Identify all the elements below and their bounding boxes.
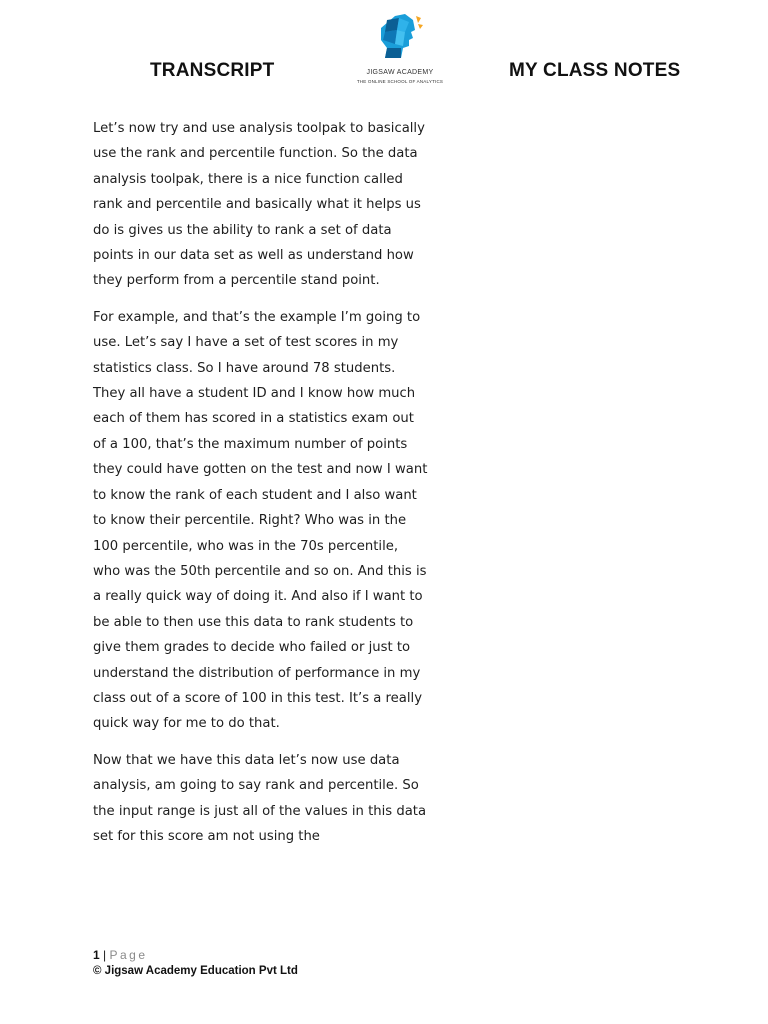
class-notes-heading: MY CLASS NOTES bbox=[509, 60, 681, 81]
page-footer bbox=[93, 947, 298, 979]
page-number: 1 bbox=[93, 948, 100, 962]
transcript-paragraph: Let’s now try and use analysis toolpak to basically use the rank and percentile function. So the data analysis toolpak, there is a nice function called rank and percentile and basically what it helps us do is gives us the ability to rank a set of data points in our data set as well as understand how they perform from a percentile stand point. bbox=[93, 121, 425, 289]
transcript-paragraph: For example, and that’s the example I’m going to use. Let’s say I have a set of test scores in my statistics class. So I have around 78 students. They all have a student ID and I know how much each of them has scored in a statistics exam out of a 100, that’s the maximum number of points they could have gotten on the test and now I want to know the rank of each student and I also want to know their percentile. Right? Who was in the 100 percentile, who was in the 70s percentile, who was the 50th percentile and so on. And this is a really quick way of doing it. And also if I want to be able to then use this data to rank students to give them grades to decide who failed or just to understand the distribution of performance in my class out of a score of 100 in this test. It’s a really quick way for me to do that. bbox=[93, 309, 428, 732]
head-profile-logo-icon bbox=[375, 12, 425, 68]
transcript-paragraph: Now that we have this data let’s now use data analysis, am going to say rank and percentile. So the input range is just all of the values in this data set for this score am not using the bbox=[93, 752, 427, 844]
jigsaw-academy-logo bbox=[345, 12, 455, 88]
page-indicator bbox=[93, 947, 298, 963]
transcript-heading: TRANSCRIPT bbox=[150, 60, 275, 81]
page-label: Page bbox=[109, 948, 148, 962]
logo-name: JIGSAW ACADEMY bbox=[366, 69, 434, 76]
logo-tagline: THE ONLINE SCHOOL OF ANALYTICS bbox=[356, 79, 444, 84]
transcript-body bbox=[93, 116, 429, 860]
page-separator: | bbox=[103, 948, 107, 962]
copyright-notice: © Jigsaw Academy Education Pvt Ltd bbox=[93, 965, 298, 977]
